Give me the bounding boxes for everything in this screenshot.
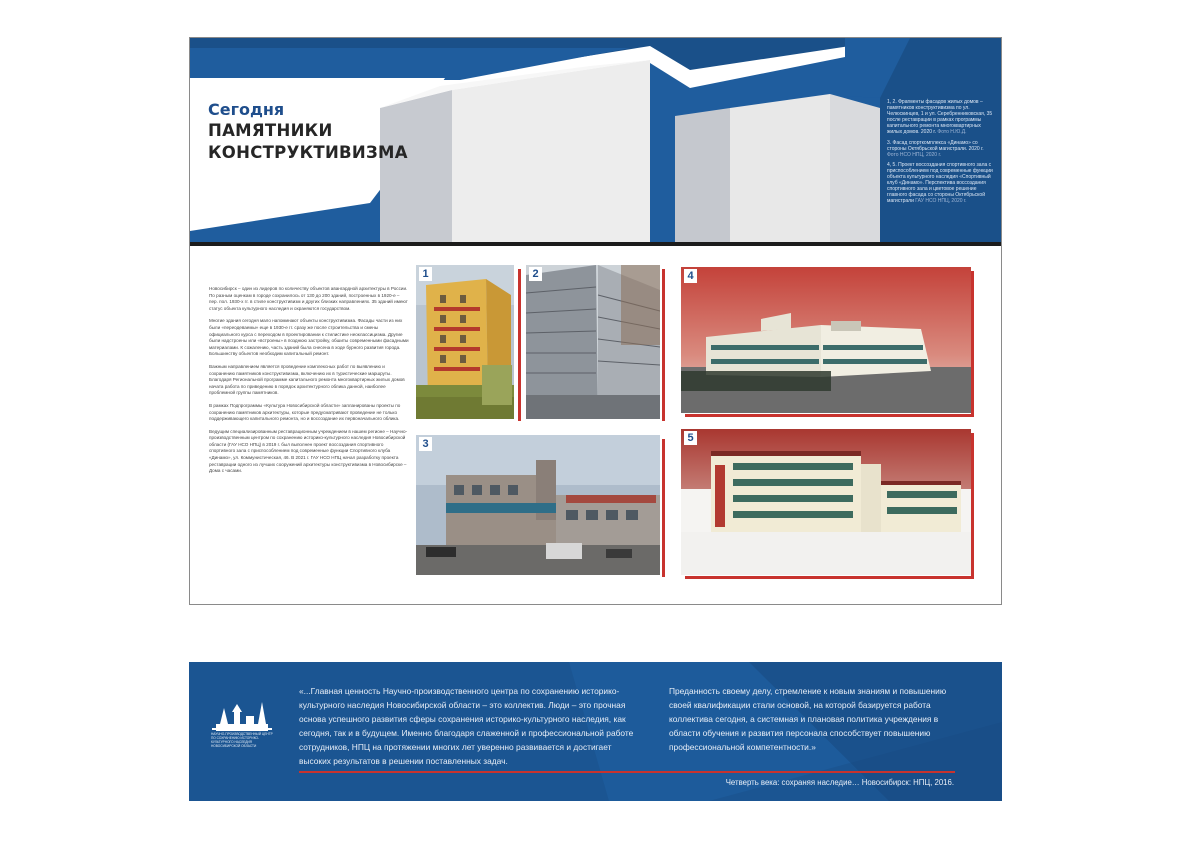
article-body (209, 286, 409, 481)
title-line-2: КОНСТРУКТИВИЗМА (208, 143, 408, 162)
photo-number: 5 (684, 431, 697, 445)
title-kicker: Сегодня (208, 100, 285, 119)
title-block (208, 100, 408, 164)
photo-number: 3 (419, 437, 432, 451)
body-paragraph: Многие здания сегодня мало напоминают объекты конструктивизма. Фасады части из них были «переодеваемы» еще в 1930-е гг. сразу же после строительства и смены официального курса с переходом в проектировании к стилистике неоклассицизма. Другие были надстроены или «встроены» в позднюю застройку, обшиты современными фасадными материалами. К сожалению, часть зданий была снесена в ходе бурного развития города. Большинству объектов необходим капитальный ремонт. (209, 318, 409, 357)
quote-source: Четверть века: сохраняя наследие… Новосибирск: НПЦ, 2016. (725, 778, 954, 787)
photo-accent (662, 269, 665, 421)
body-paragraph: Важным направлением является проведение комплексных работ по выявлению и сохранению памятников конструктивизма, включению их в туристические маршруты. Благодаря Региональной программе капитального ремонта многоквартирных жилых домов начата работа по приведению в порядок архитектурного облика данной, наиболее проблемной группы памятников. (209, 363, 405, 396)
photo-1 (416, 265, 514, 419)
logo-caption: НАУЧНО-ПРОИЗВОДСТВЕННЫЙ ЦЕНТР ПО СОХРАНЕНИЮ ИСТОРИКО-КУЛЬТУРНОГО НАСЛЕДИЯ НОВОСИБИРСКОЙ ОБЛАСТИ (211, 732, 273, 748)
photo-5 (681, 429, 971, 575)
photo-accent (662, 439, 665, 577)
photo-captions (887, 99, 995, 209)
photo-number: 4 (684, 269, 697, 283)
quote-text-right: Преданность своему делу, стремление к новым знаниям и повышению своей квалификации стали основой, на которой базируется работа коллектива сегодня, а системная и плановая политика учреждения в области обучения и развития персонала способствует повышению профессиональной компетентности.» (669, 686, 947, 752)
article-panel (189, 37, 1002, 605)
quote-band (189, 662, 1002, 801)
photo-number: 2 (529, 267, 542, 281)
photo-3 (416, 435, 660, 575)
banner-divider (190, 242, 1001, 246)
title-line-1: ПАМЯТНИКИ (208, 121, 333, 140)
photo-accent (518, 269, 521, 421)
quote-text-left: «...Главная ценность Научно-производственного центра по сохранению историко-культурного наследия Новосибирской области – это коллектив. Люди – это прочная основа успешного развития сферы сохранения историко-культурного наследия, как сегодня, так и в будущем. Именно благодаря слаженной и профессиональной работе сотрудников, НПЦ на протяжении многих лет уверенно развивается и достигает высоких результатов в решении поставленных задач. (299, 686, 634, 766)
caption-3: 3. Фасад спорткомплекса «Динамо» со стороны Октябрьской магистрали. 2020 г. Фото НСО НПЦ, 2020 г. (887, 139, 984, 158)
quote-divider (299, 771, 955, 773)
photo-4 (681, 267, 971, 413)
title-banner (190, 38, 1001, 246)
photo-number: 1 (419, 267, 432, 281)
body-paragraph: В рамках Подпрограммы «Культура Новосибирской области» запланированы проекты по сохранению памятников архитектуры, которые предусматривают проведение не только поддерживающего капитального ремонта, но и воссоздание их первоначального облика. (209, 402, 401, 422)
photo-2 (526, 265, 660, 419)
body-paragraph: Новосибирск – один из лидеров по количеству объектов авангардной архитектуры в России. По разным оценкам в городе сохранилось от 130 до 200 зданий, построенных в 1920-е – пер. пол. 1930-х гг. в стиле конструктивизм и других близких направлениях. 35 зданий имеют статус объекта культурного наследия и охраняются государством. (209, 286, 408, 311)
body-paragraph: Ведущим специализированным реставрационным учреждением в нашем регионе – Научно-производственным центром по сохранению историко-культурного наследия Новосибирской области (ГАУ НСО НПЦ) в 2019 г. был выполнен проект воссоздания спортивного спортивного зала с приспособлением под современные функции Спортивного клуба «Динамо», ул. Коммунистическая, 46. В 2021 г. ГАУ НСО НПЦ начал разработку проекта реставрации одного из лучших сооружений архитектуры конструктивизма в Новосибирске – Дома с часами. (209, 428, 408, 474)
caption-4-5: 4, 5. Проект воссоздания спортивного зала с приспособлением под современные функции объекта культурного наследия «Спортивный клуб «Динамо». Перспектива воссоздания спортивного зала и цветовое решение главного фасада со стороны Октябрьской магистрали ГАУ НСО НПЦ, 2020 г. (887, 161, 993, 205)
caption-1-2: 1, 2. Фрагменты фасадов жилых домов – памятников конструктивизма по ул. Челюскинцев, 1 и ул. Серебренниковская, 35 после реставрации в рамках программы капитального ремонта многоквартирных жилых домов. 2020 г. Фото Н.Ю.Д. (887, 99, 993, 136)
